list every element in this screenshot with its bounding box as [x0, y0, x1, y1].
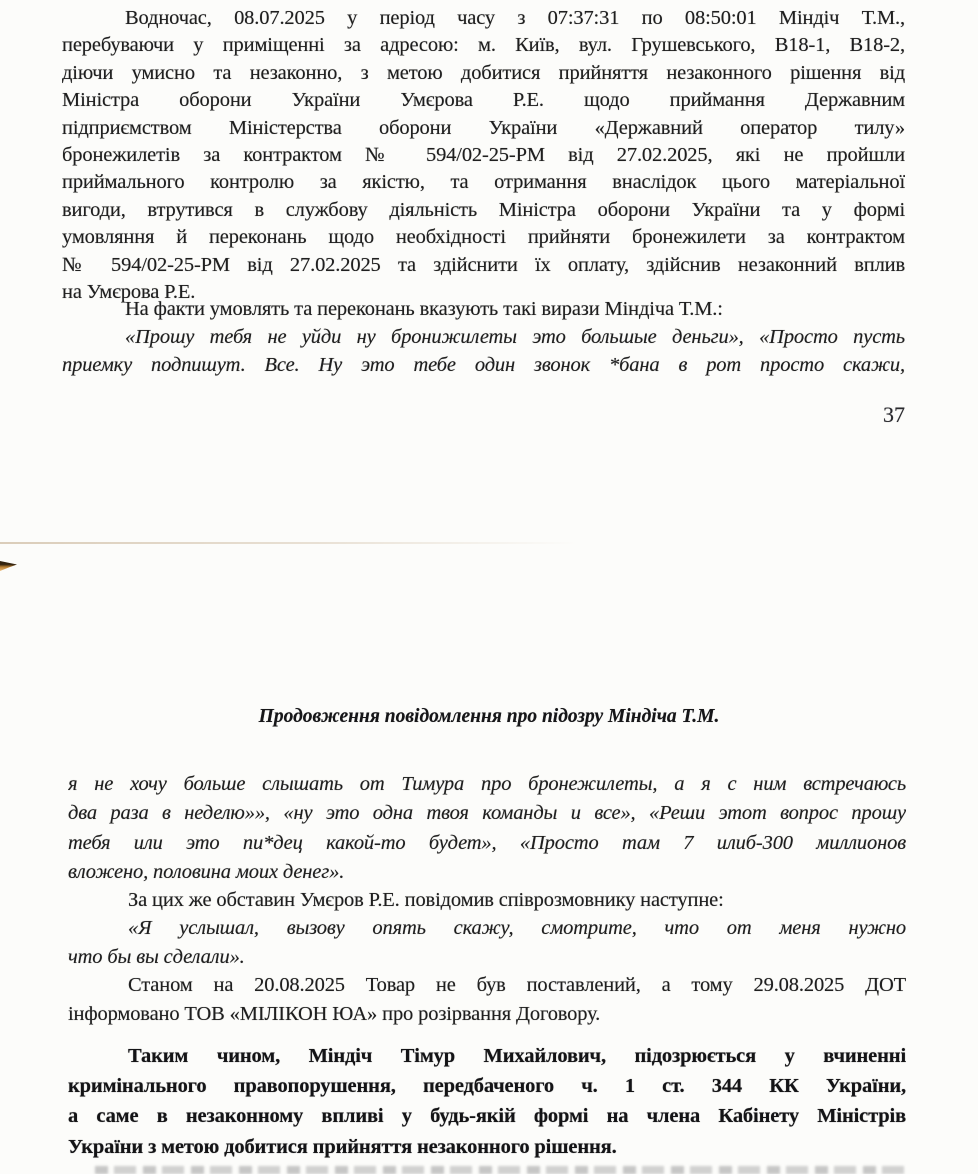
quote-line: «Прошу тебя не уйди ну бронижилеты это большые деньги», «Просто пусть: [125, 326, 905, 349]
quote-line: я не хочу больше слышать от Тимура про бронежилеты, а я с ним встречаюсь: [68, 773, 906, 795]
text-line: умовляння й переконань щодо необхідності прийняти бронежилети за контрактом: [62, 226, 905, 249]
cutoff-text-artifact: [95, 1166, 907, 1174]
text-line: підприємством Міністерства оборони України «Державний оператор тилу»: [62, 116, 905, 139]
continuation-heading: Продовження повідомлення про підозру Міндіча Т.М.: [258, 706, 720, 727]
text-line: № 594/02-25-РМ від 27.02.2025 та здійснити їх оплату, здійснив незаконний вплив: [62, 253, 905, 276]
text-line: На факти умовлять та переконань вказують такі вирази Міндіча Т.М.:: [125, 298, 723, 320]
text-line: Станом на 20.08.2025 Товар не був поставлений, а тому 29.08.2025 ДОТ: [128, 974, 906, 997]
intro-paragraph: [62, 5, 905, 306]
text-line: України з метою добитися прийняття незаконного рішення.: [68, 1135, 617, 1158]
quote-line: что бы вы сделали».: [68, 945, 245, 968]
text-line: а саме в незаконному впливі у будь-якій формі на члена Кабінету Міністрів: [68, 1105, 906, 1128]
text-line: бронежилетів за контрактом № 594/02-25-РМ від 27.02.2025, які не пройшли: [62, 143, 905, 166]
text-line: інформовано ТОВ «МІЛІКОН ЮА» про розірвання Договору.: [68, 1002, 601, 1025]
conclusion-paragraph: [68, 1041, 906, 1162]
text-line: вигоди, втрутився в службову діяльність Міністра оборони України та у формі: [62, 198, 905, 221]
text-line: кримінального правопорушення, передбаченого ч. 1 ст. 344 КК України,: [68, 1075, 906, 1098]
text-line: Таким чином, Міндіч Тімур Михайлович, підозрюється у вчиненні: [128, 1045, 906, 1067]
scan-artifact-mark: [0, 561, 17, 571]
text-line: приймального контролю за якістю, та отримання внаслідок цього матеріальної: [62, 171, 905, 194]
quoted-speech-paragraph: [68, 770, 906, 888]
page-number: 37: [883, 402, 905, 427]
text-line: За цих же обставин Умєров Р.Е. повідомив співрозмовнику наступне:: [128, 889, 724, 911]
quote-line: приемку подпишут. Все. Ну это тебе один звонок *бана в рот просто скажи,: [62, 354, 905, 377]
quote-line: тебя или это пи*дец какой-то будет», «Просто там 7 илиб-300 миллионов: [68, 831, 906, 854]
text-line: перебуваючи у приміщенні за адресою: м. Київ, вул. Грушевського, В18-1, В18-2,: [62, 34, 905, 57]
quote-line: вложено, половина моих денег».: [68, 861, 345, 884]
scan-artifact-line: [0, 542, 578, 544]
umerov-and-status-paragraphs: [68, 886, 906, 1028]
text-line: Водночас, 08.07.2025 у період часу з 07:37:31 по 08:50:01 Міндіч Т.М.,: [125, 7, 905, 29]
text-line: діючи умисно та незаконно, з метою добитися прийняття незаконного рішення від: [62, 61, 905, 84]
facts-paragraph: [62, 295, 905, 380]
quote-line: два раза в неделю»», «ну это одна твоя команды и все», «Реши этот вопрос прошу: [68, 802, 906, 825]
text-line: Міністра оборони України Умєрова Р.Е. щодо приймання Державним: [62, 89, 905, 112]
text-line: на Умєрова Р.Е.: [62, 280, 196, 303]
quote-line: «Я услышал, вызову опять скажу, смотрите, что от меня нужно: [128, 917, 906, 940]
